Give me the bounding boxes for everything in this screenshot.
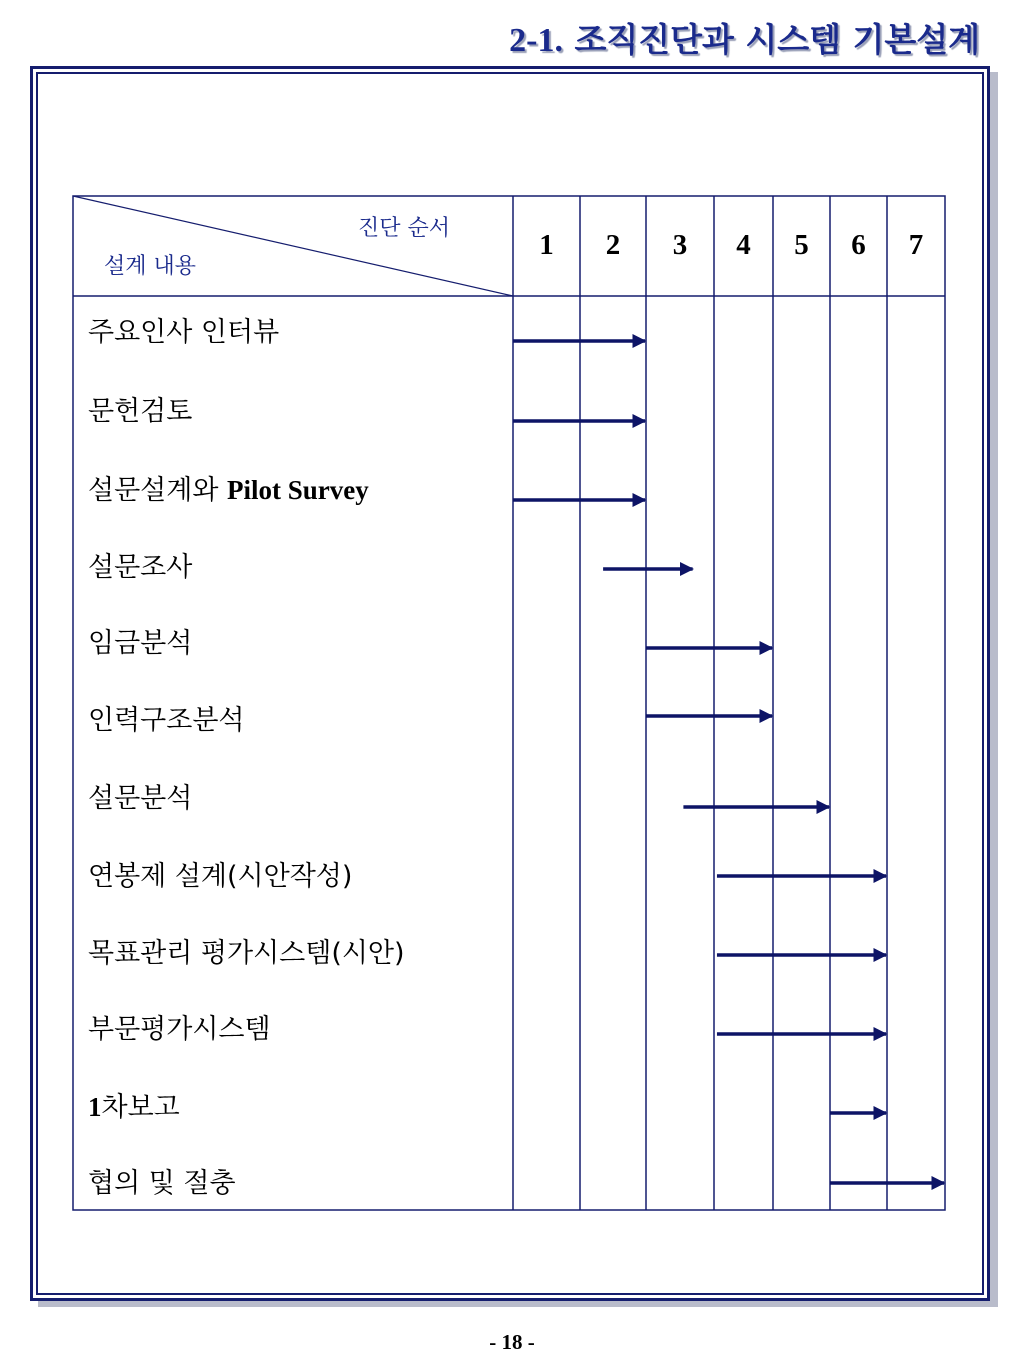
schedule-arrows: [513, 341, 944, 1183]
header-content-label: 설계 내용: [104, 254, 197, 279]
task-label: 부문평가시스템: [88, 1014, 271, 1045]
task-label: 주요인사 인터뷰: [88, 317, 280, 348]
header-diagonal: [73, 196, 513, 296]
step-header: 4: [736, 229, 751, 261]
task-label: 설문분석: [88, 783, 193, 814]
task-label: 설문설계와 Pilot Survey: [88, 475, 369, 506]
task-label: 문헌검토: [88, 396, 193, 427]
header-order-label: 진단 순서: [358, 216, 451, 241]
task-label: 1차보고: [88, 1092, 180, 1123]
step-header: 3: [672, 229, 688, 261]
task-label: 연봉제 설계(시안작성): [88, 861, 353, 892]
task-label: 목표관리 평가시스템(시안): [88, 938, 405, 969]
table-grid: [73, 196, 945, 1210]
step-header: 6: [851, 229, 866, 261]
title-number: 2-1.: [509, 22, 563, 59]
title-text: 조직진단과 시스템 기본설계: [574, 20, 980, 59]
step-header: 2: [605, 229, 621, 261]
task-label: 설문조사: [88, 552, 193, 583]
task-label: 인력구조분석: [88, 705, 245, 736]
step-header: 1: [539, 229, 554, 261]
task-label: 협의 및 절충: [88, 1168, 236, 1199]
step-header: 5: [794, 229, 809, 261]
table-border: [73, 196, 945, 1210]
page-number: - 18 -: [489, 1330, 535, 1354]
step-header: 7: [908, 229, 924, 261]
task-label: 임금분석: [88, 628, 193, 659]
